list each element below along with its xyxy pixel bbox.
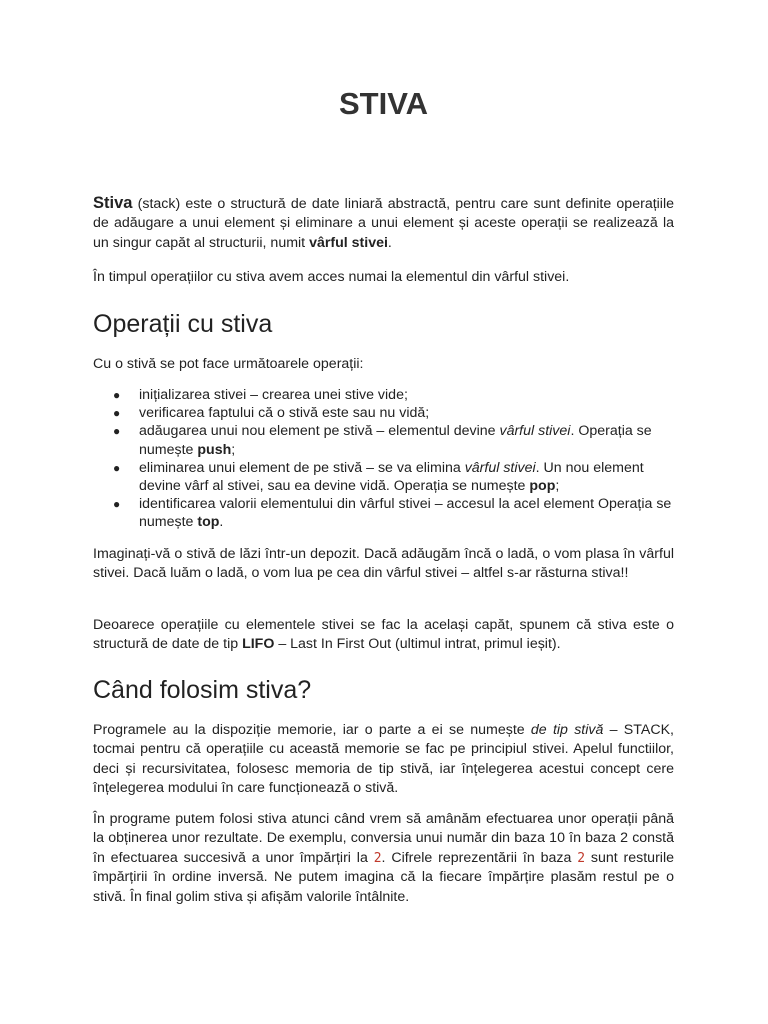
- bullet-icon: ●: [113, 406, 121, 421]
- list-item: [93, 422, 674, 458]
- memory-text: – STACK, tocmai pentru că operațiile cu această memorie se fac pe principiul stivei. Apelul functiilor, deci și recursivitatea, folosesc memoria de tip stivă, iar înțelegerea acestui concept cere înțelegerea modului în care funcționează o stivă.: [93, 722, 674, 797]
- list-item: [93, 404, 674, 422]
- section-heading-operations: Operații cu stiva: [93, 310, 273, 338]
- bullet-icon: ●: [113, 460, 121, 475]
- list-item-text: identificarea valorii elementului din vârful stivei – accesul la acel element Operația se numește: [139, 496, 672, 531]
- code-value: 2: [577, 850, 586, 866]
- example-paragraph: Imaginați-vă o stivă de lăzi într-un depozit. Dacă adăugăm încă o ladă, o vom plasa în vârful stivei. Dacă luăm o ladă, o vom lua pe cea din vârful stivei – altfel s-ar răsturna stiva!!: [93, 546, 674, 582]
- list-item-keyword: push: [197, 441, 232, 458]
- list-item: [93, 459, 674, 495]
- conversion-text: sunt resturile împărțirii în ordine inversă. Ne putem imagina că la fiecare împărțire plasăm restul pe o stivă. În final golim stiva și afișăm valorile întâlnite.: [93, 849, 674, 905]
- intro-paragraph: [93, 194, 674, 253]
- bullet-icon: ●: [113, 424, 121, 439]
- list-item-text: ;: [555, 478, 560, 495]
- list-item-text: . Un nou element devine vârf al stivei, sau ea devine vidă. Operația se numește: [139, 459, 644, 495]
- list-item: [93, 386, 674, 404]
- section-heading-usage: Când folosim stiva?: [93, 676, 312, 704]
- code-value: 2: [373, 850, 382, 866]
- page-title: STIVA: [339, 86, 428, 121]
- intro-term: Stiva: [93, 194, 133, 212]
- list-item-text: .: [219, 514, 224, 531]
- conversion-text: În programe putem folosi stiva atunci când vrem să amânăm efectuarea unor operații până la obținerea unor rezultate. De exemplu, conversia unui număr din baza 10 în baza 2 constă în efectuarea succesivă a unor împărțiri la: [93, 811, 674, 866]
- memory-text: Programele au la dispoziție memorie, iar o parte a ei se numește: [93, 722, 531, 738]
- list-item-text: eliminarea unui element de pe stivă – se va elimina: [139, 459, 465, 476]
- lifo-paragraph: [93, 616, 674, 655]
- intro-text: (stack) este o structură de date liniară abstractă, pentru care sunt definite operațiile de adăugare a unui element și eliminare a unui element și aceste operații se realizează la un singur capăt al structurii, numit: [93, 196, 674, 251]
- bullet-icon: ●: [113, 388, 121, 402]
- conversion-paragraph: [93, 810, 674, 907]
- list-item-text: inițializarea stivei – crearea unei stive vide;: [139, 387, 408, 403]
- operations-list: [93, 386, 674, 532]
- intro-bold: vârful stivei: [309, 234, 388, 251]
- operations-lead: Cu o stivă se pot face următoarele operații:: [93, 356, 364, 372]
- list-item-text: ;: [231, 441, 236, 458]
- list-item-keyword: pop: [529, 478, 556, 495]
- bullet-icon: ●: [113, 497, 121, 512]
- list-item-italic: vârful stivei: [464, 459, 536, 476]
- intro-end: .: [387, 234, 392, 251]
- memory-paragraph: [93, 721, 674, 799]
- conversion-text: . Cifrele reprezentării în baza: [381, 849, 578, 866]
- list-item-text: verificarea faptului că o stivă este sau nu vidă;: [139, 405, 430, 422]
- list-item-text: . Operația se numește: [139, 423, 652, 458]
- list-item-keyword: top: [197, 514, 220, 531]
- list-item-italic: vârful stivei: [499, 423, 571, 440]
- lifo-keyword: LIFO: [242, 636, 275, 653]
- access-paragraph: În timpul operațiilor cu stiva avem acces numai la elementul din vârful stivei.: [93, 269, 570, 285]
- lifo-text: Deoarece operațiile cu elementele stivei se fac la același capăt, spunem că stiva este o structură de date de tip: [93, 617, 674, 653]
- list-item: [93, 495, 674, 531]
- memory-italic: de tip stivă: [530, 722, 604, 738]
- list-item-text: adăugarea unui nou element pe stivă – elementul devine: [139, 423, 500, 440]
- lifo-text: – Last In First Out (ultimul intrat, primul ieșit).: [274, 636, 561, 653]
